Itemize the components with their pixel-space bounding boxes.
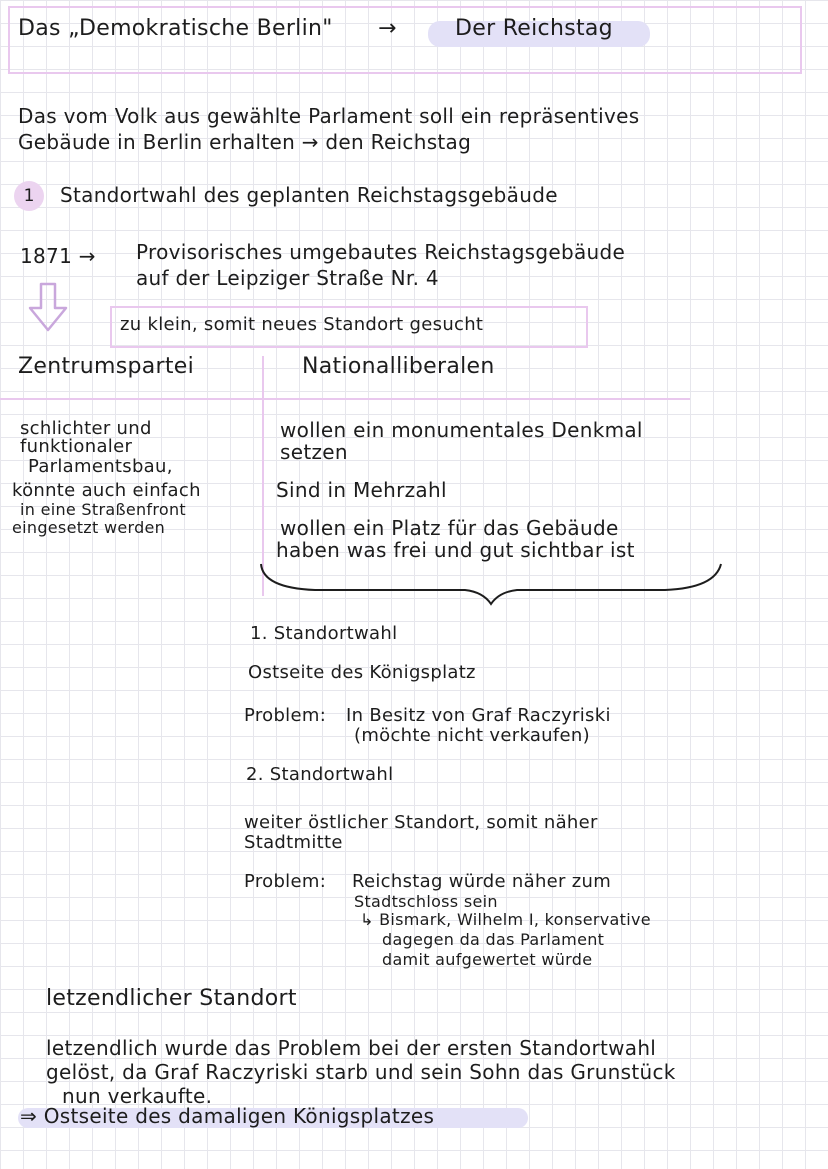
intro-line-1: Das vom Volk aus gewählte Parlament soll ein repräsentives [18,104,640,128]
intro-line-2: Gebäude in Berlin erhalten → den Reichstag [18,130,472,154]
choice2-place-line-1: weiter östlicher Standort, somit näher [244,812,598,833]
right-col-p2: Sind in Mehrzahl [276,478,447,502]
provisional-line-1: Provisorisches umgebautes Reichstagsgebäude [136,240,626,264]
choice2-heading: 2. Standortwahl [246,764,394,785]
title-left: Das „Demokratische Berlin" [18,16,333,41]
title-right: Der Reichstag [455,16,613,41]
curly-brace-icon [255,560,730,608]
choice1-problem-line-1: In Besitz von Graf Raczyriski [346,705,611,726]
choice2-place-line-2: Stadtmitte [244,832,343,853]
too-small-text: zu klein, somit neues Standort gesucht [120,314,484,335]
right-col-p1-line-2: setzen [280,440,348,464]
choice1-heading: 1. Standortwahl [250,623,398,644]
choice2-sub-line-1: ↳ Bismark, Wilhelm I, konservative [360,910,651,929]
choice1-place: Ostseite des Königsplatz [248,662,476,683]
left-col-line-3: Parlamentsbau, [28,456,173,477]
left-col-line-5: in eine Straßenfront [20,500,186,519]
left-col-line-1: schlichter und [20,418,152,439]
final-line-1: letzendlich wurde das Problem bei der ersten Standortwahl [46,1036,657,1060]
provisional-line-2: auf der Leipziger Straße Nr. 4 [136,266,439,290]
left-column-header: Zentrumspartei [18,354,195,379]
choice2-problem-label: Problem: [244,871,327,892]
final-line-2: gelöst, da Graf Raczyriski starb und sein Sohn das Grunstück [46,1060,676,1084]
title-arrow: → [378,16,397,41]
right-col-p3-line-1: wollen ein Platz für das Gebäude [280,516,619,540]
section-number-badge: 1 [14,181,44,211]
choice2-problem-line-2: Stadtschloss sein [354,892,498,911]
choice2-sub-line-2: dagegen da das Parlament [382,930,605,949]
choice2-sub-line-3: damit aufgewertet würde [382,950,593,969]
down-arrow-icon [26,282,70,334]
year-label: 1871 → [20,244,96,268]
right-col-p1-line-1: wollen ein monumentales Denkmal [280,418,643,442]
left-col-line-2: funktionaler [20,436,133,457]
choice1-problem-line-2: (möchte nicht verkaufen) [354,725,590,746]
final-line-3: nun verkaufte. [62,1084,213,1108]
header-underline [0,398,690,400]
choice2-problem-line-1: Reichstag würde näher zum [352,871,612,892]
choice1-problem-label: Problem: [244,705,327,726]
final-heading: letzendlicher Standort [46,986,297,1011]
left-col-line-6: eingesetzt werden [12,518,166,537]
left-col-line-4: könnte auch einfach [12,480,201,501]
right-col-p3-line-2: haben was frei und gut sichtbar ist [276,538,635,562]
conclusion-text: ⇒ Ostseite des damaligen Königsplatzes [20,1104,435,1128]
right-column-header: Nationalliberalen [302,354,495,379]
section-heading: Standortwahl des geplanten Reichstagsgebäude [60,183,558,207]
